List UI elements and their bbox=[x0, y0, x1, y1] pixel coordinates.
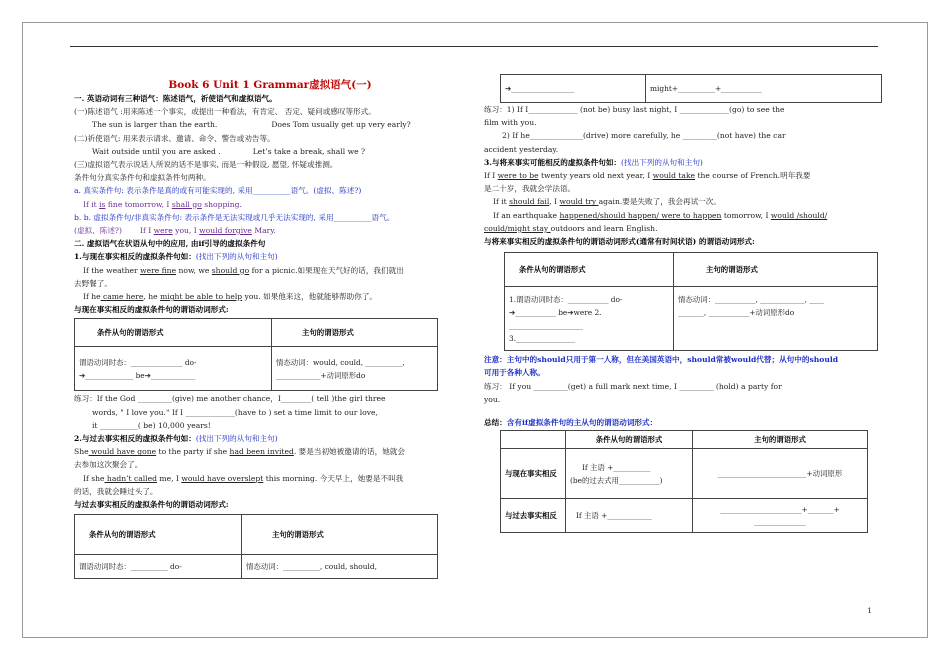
left-column bbox=[74, 78, 466, 579]
exercise-line: 练习： If you _________(get) a full mark next time, I _________ (hold) a party for bbox=[484, 381, 782, 391]
form-table-past-continued: ➔_________________ might+__________+___________ bbox=[500, 74, 882, 103]
example-line: (虚拟、陈述?) If I were you, I would forgive Mary. bbox=[74, 226, 276, 236]
example-line: 是二十岁，我就会学法语。 bbox=[484, 184, 576, 194]
subsection-heading: 2.与过去事实相反的虚拟条件句如：(找出下列的从句和主句) bbox=[74, 434, 278, 444]
header-rule bbox=[70, 46, 878, 47]
example-line: She would have gone to the party if she had been invited. 要是当初她被邀请的话，她就会 bbox=[74, 447, 405, 457]
text-line: The sun is larger than the earth. Does Tom usually get up very early? bbox=[92, 120, 411, 130]
summary-table: 条件从句的谓语形式 主句的谓语形式 与现在事实相反 If 主语 +__________ (be的过去式用___________) ________________________+动词原形 与过去事实相反 If 主语 +____________ ______________________+_______+ ______________ bbox=[500, 430, 868, 533]
page-number: 1 bbox=[867, 606, 872, 615]
section-1-heading: 一. 英语动词有三种语气：陈述语气，祈使语气和虚拟语气。 bbox=[74, 94, 277, 103]
form-table-present: 条件从句的谓语形式 主句的谓语形式 谓语动词时态：______________ do- ➔_____________ be➔____________ 情态动词：would, could, __________, ____________+动词原形do bbox=[74, 318, 438, 391]
example-line: If it should fail, I would try again.要是失败了，我会再试一次。 bbox=[493, 197, 721, 207]
text-line: a. 真实条件句: 表示条件是真的或有可能实现的, 采用__________语气。(虚拟、陈述?) bbox=[74, 186, 362, 196]
exercise-line: 练习：1) If I_____________ (not be) busy last night, I _____________(go) to see the bbox=[484, 105, 785, 114]
form-heading: 与现在事实相反的虚拟条件句的谓语动词形式: bbox=[74, 305, 229, 315]
exercise-line: accident yesterday. bbox=[484, 144, 559, 154]
summary-heading: 总结：含有if虚拟条件句的主从句的谓语动词形式： bbox=[484, 418, 658, 428]
exercise-line: it __________( be) 10,000 years! bbox=[92, 420, 211, 430]
exercise-line: you. bbox=[484, 394, 501, 404]
text-line: (三)虚拟语气表示说话人所说的话不是事实, 而是一种假设, 愿望, 怀疑或推测。 bbox=[74, 160, 338, 170]
spacer bbox=[484, 406, 884, 416]
form-heading: 与过去事实相反的虚拟条件句的谓语动词形式: bbox=[74, 500, 229, 510]
example-line: 去野餐了。 bbox=[74, 278, 112, 288]
example-line: If he came here, he might be able to help you. 如果他来这，他就能够帮助你了。 bbox=[83, 292, 378, 302]
form-table-past: 条件从句的谓语形式 主句的谓语形式 谓语动词时态：__________ do- 情态动词：__________, could, should, bbox=[74, 514, 438, 579]
example-line: If she hadn’t called me, I would have overslept this morning. 今天早上，她要是不叫我 bbox=[83, 473, 404, 483]
text-line: Wait outside until you are asked . Let’s take a break, shall we ? bbox=[92, 146, 366, 156]
note-line: 可用于各种人称。 bbox=[484, 368, 545, 378]
exercise-line: film with you. bbox=[484, 118, 537, 128]
form-heading: 与将来事实相反的虚拟条件句的谓语动词形式(通常有时间状语) 的谓语动词形式: bbox=[484, 237, 755, 247]
text-line: (一)陈述语气 :用来陈述一个事实，或提出一种看法，有肯定、 否定、疑问或感叹等形式。 bbox=[74, 107, 376, 117]
section-2-heading: 二. 虚拟语气在状语从句中的应用, 由if引导的虚拟条件句 bbox=[74, 239, 266, 249]
exercise-line: words, " I love you." If I _____________(have to ) set a time limit to our love, bbox=[92, 407, 378, 417]
example-line: If I were to be twenty years old next year, I would take the course of French.明年我要 bbox=[484, 171, 811, 181]
text-line: b. b. 虚拟条件句/非真实条件句: 表示条件是无法实现或几乎无法实现的, 采用__________语气。 bbox=[74, 212, 395, 222]
example-line: could/might stay outdoors and learn English. bbox=[484, 223, 658, 233]
example-line: If the weather were fine now, we should go for a picnic.如果现在天气好的话，我们就出 bbox=[83, 265, 404, 275]
text-line: 条件句分真实条件句和虚拟条件句两种。 bbox=[74, 173, 211, 183]
exercise-line: 练习：If the God _________(give) me another chance，I________( tell )the girl three bbox=[74, 394, 386, 404]
subsection-heading: 3.与将来事实可能相反的虚拟条件句如：(找出下列的从句和主句) bbox=[484, 157, 703, 167]
subsection-heading: 1.与现在事实相反的虚拟条件句如：(找出下列的从句和主句) bbox=[74, 252, 278, 262]
exercise-line: 2) If he______________(drive) more carefully, he _________(not have) the car bbox=[502, 131, 786, 141]
text-line: (二)祈使语气: 用来表示请求、邀请、命令、警告或劝告等。 bbox=[74, 133, 275, 143]
note-line: 注意：主句中的should只用于第一人称，但在美国英语中，should常被would代替；从句中的should bbox=[484, 355, 839, 365]
form-table-future: 条件从句的谓语形式 主句的谓语形式 1.谓语动词时态：___________ do- ➔___________ be➔were 2. ____________________ 3.________________ 情态动词：___________, ____________, ____ _______, ___________+动词原形do bbox=[504, 252, 878, 351]
doc-title: Book 6 Unit 1 Grammar虚拟语气(一) bbox=[168, 79, 372, 91]
right-column bbox=[484, 74, 884, 533]
example-line: If it is fine tomorrow, I shall go shopping. bbox=[83, 199, 242, 209]
example-line: 的话，我就会睡过头了。 bbox=[74, 486, 158, 496]
example-line: 去参加这次聚会了。 bbox=[74, 460, 143, 470]
example-line: If an earthquake happened/should happen/ were to happen tomorrow, I would /should/ bbox=[493, 210, 828, 220]
